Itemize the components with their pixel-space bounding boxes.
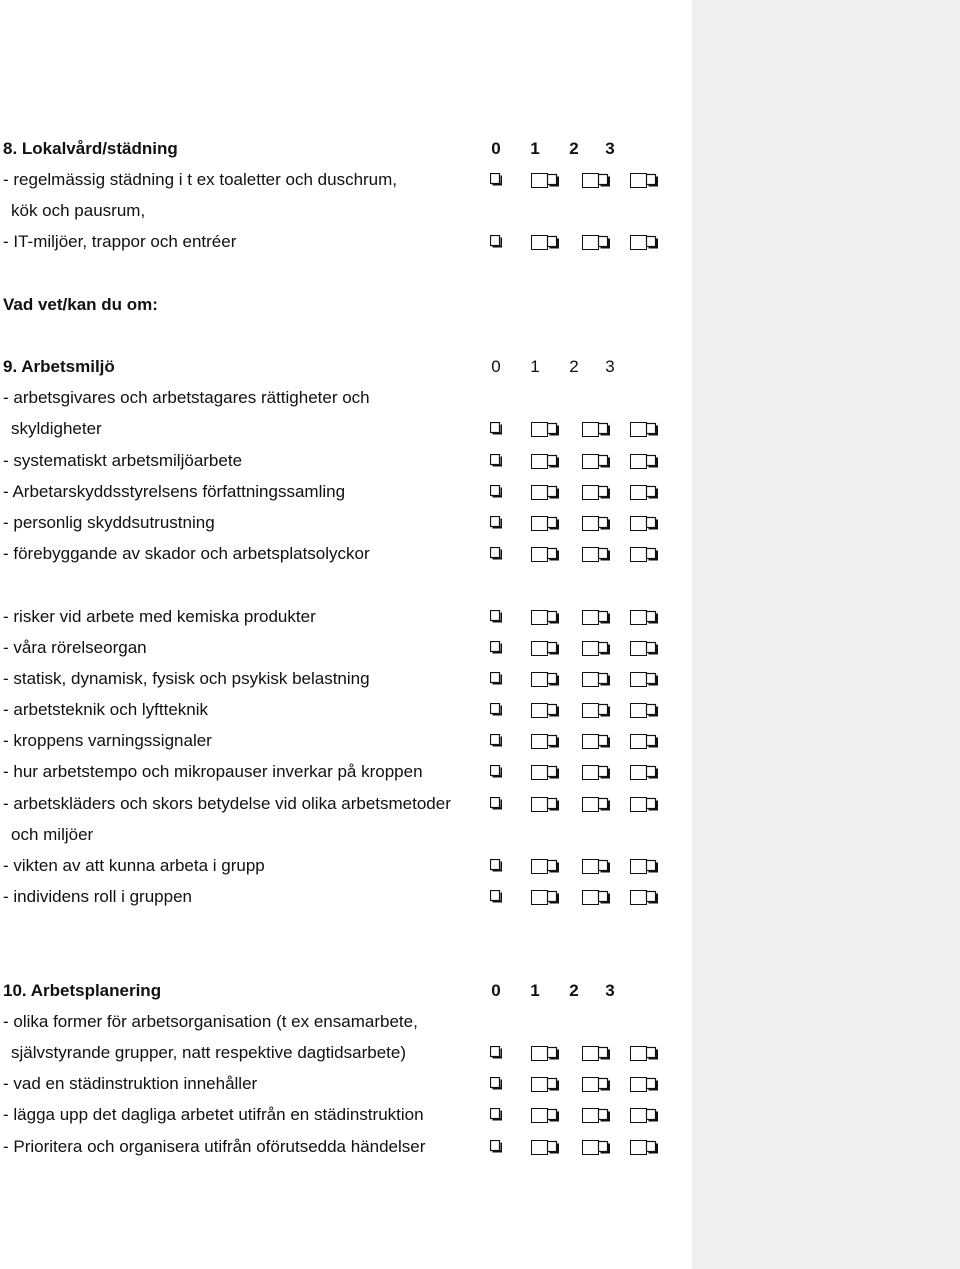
rating-0-checkbox[interactable] (490, 641, 502, 657)
rating-2-checkbox[interactable] (582, 547, 610, 563)
item-label: - statisk, dynamisk, fysisk och psykisk belastning (3, 669, 370, 688)
scale-label-3: 3 (605, 357, 615, 376)
item-row (0, 667, 692, 691)
item-row (0, 230, 692, 254)
item-row-first-line (0, 386, 692, 410)
rating-2-checkbox[interactable] (582, 641, 610, 657)
section-heading: 9. Arbetsmiljö (3, 357, 115, 376)
rating-3-checkbox[interactable] (630, 890, 658, 906)
rating-1-checkbox[interactable] (531, 547, 559, 563)
item-row (0, 636, 692, 660)
rating-2-checkbox[interactable] (582, 797, 610, 813)
rating-2-checkbox[interactable] (582, 859, 610, 875)
rating-1-checkbox[interactable] (531, 890, 559, 906)
rating-1-checkbox[interactable] (531, 641, 559, 657)
rating-checkboxes (0, 792, 692, 816)
rating-3-checkbox[interactable] (630, 516, 658, 532)
item-row (0, 480, 692, 504)
rating-0-checkbox[interactable] (490, 610, 502, 626)
item-label: - arbetskläders och skors betydelse vid olika arbetsmetoder (3, 794, 451, 813)
item-row (0, 511, 692, 535)
item-label: - lägga upp det dagliga arbetet utifrån en städinstruktion (3, 1105, 424, 1124)
item-label: - Arbetarskyddsstyrelsens författningssamling (3, 482, 346, 501)
rating-0-checkbox[interactable] (490, 672, 502, 688)
rating-1-checkbox[interactable] (531, 859, 559, 875)
item-label: - kroppens varningssignaler (3, 731, 212, 750)
scale-label-0: 0 (491, 357, 501, 376)
item-row (0, 885, 692, 909)
rating-checkboxes (0, 760, 692, 784)
rating-3-checkbox[interactable] (630, 734, 658, 750)
rating-3-checkbox[interactable] (630, 859, 658, 875)
rating-1-checkbox[interactable] (531, 1140, 559, 1156)
rating-checkboxes (0, 854, 692, 878)
item-row (0, 1135, 692, 1159)
rating-3-checkbox[interactable] (630, 422, 658, 438)
rating-3-checkbox[interactable] (630, 672, 658, 688)
section-8-heading-row (0, 137, 692, 161)
rating-checkboxes (0, 1103, 692, 1127)
rating-1-checkbox[interactable] (531, 485, 559, 501)
rating-0-checkbox[interactable] (490, 173, 502, 189)
rating-2-checkbox[interactable] (582, 610, 610, 626)
scale-label-1: 1 (530, 139, 540, 158)
rating-1-checkbox[interactable] (531, 610, 559, 626)
rating-checkboxes (0, 885, 692, 909)
rating-2-checkbox[interactable] (582, 734, 610, 750)
item-row (0, 760, 692, 784)
item-row (0, 542, 692, 566)
rating-0-checkbox[interactable] (490, 703, 502, 719)
item-row (0, 605, 692, 629)
comment-margin-panel (692, 0, 960, 1269)
rating-checkboxes (0, 449, 692, 473)
rating-1-checkbox[interactable] (531, 454, 559, 470)
item-label-continuation: och miljöer (11, 825, 94, 844)
rating-3-checkbox[interactable] (630, 454, 658, 470)
item-label: - hur arbetstempo och mikropauser inverkar på kroppen (3, 762, 423, 781)
rating-1-checkbox[interactable] (531, 765, 559, 781)
rating-0-checkbox[interactable] (490, 734, 502, 750)
section-heading: 8. Lokalvård/städning (3, 139, 178, 158)
rating-2-checkbox[interactable] (582, 890, 610, 906)
rating-3-checkbox[interactable] (630, 173, 658, 189)
rating-3-checkbox[interactable] (630, 1077, 658, 1093)
rating-checkboxes (0, 1072, 692, 1096)
rating-1-checkbox[interactable] (531, 734, 559, 750)
scale-label-1: 1 (530, 981, 540, 1000)
rating-1-checkbox[interactable] (531, 1046, 559, 1062)
rating-0-checkbox[interactable] (490, 1108, 502, 1124)
rating-checkboxes (0, 230, 692, 254)
rating-2-checkbox[interactable] (582, 516, 610, 532)
rating-3-checkbox[interactable] (630, 547, 658, 563)
rating-1-checkbox[interactable] (531, 422, 559, 438)
section-9-heading-row (0, 355, 692, 379)
scale-label-1: 1 (530, 357, 540, 376)
rating-1-checkbox[interactable] (531, 173, 559, 189)
rating-3-checkbox[interactable] (630, 235, 658, 251)
item-row (0, 792, 692, 816)
item-label: - vikten av att kunna arbeta i grupp (3, 856, 265, 875)
item-label: - IT-miljöer, trappor och entréer (3, 232, 237, 251)
rating-3-checkbox[interactable] (630, 1108, 658, 1124)
item-label-continuation: skyldigheter (11, 419, 102, 438)
scale-label-3: 3 (605, 139, 615, 158)
rating-scale (0, 355, 692, 379)
rating-1-checkbox[interactable] (531, 516, 559, 532)
rating-checkboxes (0, 1135, 692, 1159)
rating-1-checkbox[interactable] (531, 1077, 559, 1093)
rating-scale (0, 979, 692, 1003)
item-label: - Prioritera och organisera utifrån oförutsedda händelser (3, 1137, 426, 1156)
rating-2-checkbox[interactable] (582, 173, 610, 189)
scale-label-0: 0 (491, 139, 501, 158)
rating-checkboxes (0, 605, 692, 629)
item-label: - systematiskt arbetsmiljöarbete (3, 451, 243, 470)
rating-0-checkbox[interactable] (490, 547, 502, 563)
rating-1-checkbox[interactable] (531, 235, 559, 251)
rating-0-checkbox[interactable] (490, 765, 502, 781)
rating-0-checkbox[interactable] (490, 422, 502, 438)
item-label: - vad en städinstruktion innehåller (3, 1074, 258, 1093)
rating-2-checkbox[interactable] (582, 1108, 610, 1124)
item-row-continuation (0, 199, 692, 223)
rating-checkboxes (0, 1041, 692, 1065)
item-row (0, 417, 692, 441)
item-label: - risker vid arbete med kemiska produkter (3, 607, 316, 626)
rating-2-checkbox[interactable] (582, 765, 610, 781)
rating-1-checkbox[interactable] (531, 672, 559, 688)
rating-0-checkbox[interactable] (490, 1077, 502, 1093)
rating-checkboxes (0, 667, 692, 691)
rating-checkboxes (0, 511, 692, 535)
rating-2-checkbox[interactable] (582, 454, 610, 470)
rating-2-checkbox[interactable] (582, 485, 610, 501)
item-label: - våra rörelseorgan (3, 638, 147, 657)
rating-0-checkbox[interactable] (490, 890, 502, 906)
item-label: - regelmässig städning i t ex toaletter och duschrum, (3, 170, 398, 189)
rating-checkboxes (0, 542, 692, 566)
rating-1-checkbox[interactable] (531, 703, 559, 719)
item-row (0, 854, 692, 878)
item-label-continuation: kök och pausrum, (11, 201, 146, 220)
item-label: - individens roll i gruppen (3, 887, 192, 906)
rating-checkboxes (0, 698, 692, 722)
rating-1-checkbox[interactable] (531, 1108, 559, 1124)
item-row-first-line (0, 1010, 692, 1034)
rating-checkboxes (0, 417, 692, 441)
rating-3-checkbox[interactable] (630, 610, 658, 626)
section-heading: 10. Arbetsplanering (3, 981, 162, 1000)
intro-heading-row (0, 293, 692, 317)
item-row (0, 729, 692, 753)
rating-0-checkbox[interactable] (490, 797, 502, 813)
rating-0-checkbox[interactable] (490, 1046, 502, 1062)
rating-checkboxes (0, 729, 692, 753)
rating-checkboxes (0, 480, 692, 504)
rating-2-checkbox[interactable] (582, 1046, 610, 1062)
item-row (0, 698, 692, 722)
rating-2-checkbox[interactable] (582, 235, 610, 251)
rating-3-checkbox[interactable] (630, 703, 658, 719)
rating-2-checkbox[interactable] (582, 1140, 610, 1156)
rating-2-checkbox[interactable] (582, 672, 610, 688)
scale-label-2: 2 (569, 139, 579, 158)
item-row (0, 1103, 692, 1127)
rating-checkboxes (0, 168, 692, 192)
item-row (0, 168, 692, 192)
rating-0-checkbox[interactable] (490, 454, 502, 470)
rating-3-checkbox[interactable] (630, 797, 658, 813)
item-label: - förebyggande av skador och arbetsplatsolyckor (3, 544, 370, 563)
scale-label-0: 0 (491, 981, 501, 1000)
item-row (0, 1072, 692, 1096)
scale-label-3: 3 (605, 981, 615, 1000)
rating-0-checkbox[interactable] (490, 516, 502, 532)
section-10-heading-row (0, 979, 692, 1003)
item-label: - arbetsgivares och arbetstagares rättigheter och (3, 388, 370, 407)
scale-label-2: 2 (569, 981, 579, 1000)
rating-2-checkbox[interactable] (582, 1077, 610, 1093)
rating-0-checkbox[interactable] (490, 1140, 502, 1156)
item-label-continuation: självstyrande grupper, natt respektive dagtidsarbete) (11, 1043, 407, 1062)
item-row (0, 1041, 692, 1065)
item-label: - personlig skyddsutrustning (3, 513, 215, 532)
item-label: - arbetsteknik och lyftteknik (3, 700, 209, 719)
item-row-continuation (0, 823, 692, 847)
rating-checkboxes (0, 636, 692, 660)
rating-0-checkbox[interactable] (490, 485, 502, 501)
rating-2-checkbox[interactable] (582, 422, 610, 438)
rating-3-checkbox[interactable] (630, 485, 658, 501)
rating-3-checkbox[interactable] (630, 1046, 658, 1062)
rating-2-checkbox[interactable] (582, 703, 610, 719)
rating-3-checkbox[interactable] (630, 1140, 658, 1156)
rating-scale (0, 137, 692, 161)
scale-label-2: 2 (569, 357, 579, 376)
item-label: - olika former för arbetsorganisation (t ex ensamarbete, (3, 1012, 418, 1031)
rating-3-checkbox[interactable] (630, 641, 658, 657)
rating-1-checkbox[interactable] (531, 797, 559, 813)
rating-0-checkbox[interactable] (490, 859, 502, 875)
rating-0-checkbox[interactable] (490, 235, 502, 251)
item-row (0, 449, 692, 473)
rating-3-checkbox[interactable] (630, 765, 658, 781)
intro-heading: Vad vet/kan du om: (3, 295, 158, 314)
